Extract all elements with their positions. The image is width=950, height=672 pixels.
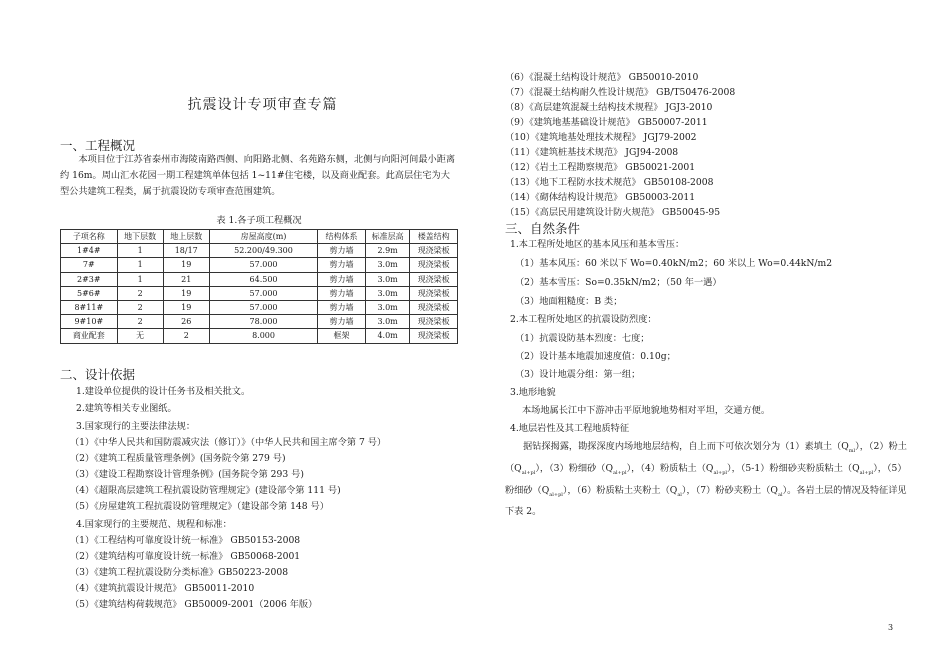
table-header-cell: 地下层数 xyxy=(117,230,163,244)
strata-text: ）。各岩土层的情况及特征详见下表 2。 xyxy=(505,484,907,518)
table-cell: 2 xyxy=(163,329,209,343)
table-cell: 52.200/49.300 xyxy=(209,244,318,258)
list-item: （11）《建筑桩基技术规范》 JGJ94-2008 xyxy=(505,147,679,158)
list-item: （3）设计地震分组：第一组； xyxy=(515,369,641,380)
table-cell: 5#6# xyxy=(61,286,118,300)
table-cell: 21 xyxy=(163,272,209,286)
table-header-cell: 楼盖结构 xyxy=(410,230,458,244)
overview-paragraph: 本项目位于江苏省泰州市海陵南路西侧、向阳路北侧、名苑路东侧，北侧与向阳河间最小距离约 16m。周山汇水花园一期工程建筑单体包括 1~11#住宅楼，以及商业配套。此高层住宅为大型公共建筑工程类，属于抗震设防专项审查范围建筑。 xyxy=(60,154,456,197)
strata-text: ），（6）粉质粘土夹粉土（Q xyxy=(562,484,678,496)
strata-subscript: al+pl xyxy=(713,469,728,476)
project-table xyxy=(60,229,458,344)
list-item: （4）《超限高层建筑工程抗震设防管理规定》(建设部令第 111 号) xyxy=(70,485,341,496)
table-cell: 57.000 xyxy=(209,258,318,272)
table-cell: 2 xyxy=(117,300,163,314)
strata-text: ），（7）粉砂夹粉土（Q xyxy=(681,484,778,496)
table-header-cell: 结构体系 xyxy=(318,230,366,244)
table-cell: 19 xyxy=(163,286,209,300)
strata-subscript: ml xyxy=(848,447,856,454)
table-cell: 剪力墙 xyxy=(318,300,366,314)
table-cell: 1 xyxy=(117,258,163,272)
table-header-cell: 房屋高度(m) xyxy=(209,230,318,244)
table-cell: 2 xyxy=(117,286,163,300)
strata-paragraph xyxy=(505,438,907,520)
list-item: （9）《建筑地基基础设计规范》 GB50007-2011 xyxy=(505,117,708,128)
table-row xyxy=(61,258,458,272)
list-item: （5）《房屋建筑工程抗震设防管理规定》（建设部令第 148 号） xyxy=(70,501,329,512)
strata-text: ），（4）粉质粘土（Q xyxy=(626,462,714,474)
list-item: 3.地形地貌 xyxy=(510,387,556,398)
list-item: （14）《砌体结构设计规范》 GB50003-2011 xyxy=(505,192,696,203)
section-heading-natural-conditions: 三、自然条件 xyxy=(505,221,581,236)
table-cell: 19 xyxy=(163,300,209,314)
list-item: 1.本工程所处地区的基本风压和基本雪压： xyxy=(510,239,685,250)
table-row xyxy=(61,315,458,329)
table-row xyxy=(61,286,458,300)
table-cell: 78.000 xyxy=(209,315,318,329)
list-item: （8）《高层建筑混凝土结构技术规程》 JGJ3-2010 xyxy=(505,102,713,113)
table-caption: 表 1.各子项工程概况 xyxy=(216,215,302,226)
strata-text: ），（2）粉土（Q xyxy=(505,441,907,474)
list-item: 2.本工程所处地区的抗震设防烈度： xyxy=(510,314,657,325)
table-cell: 现浇梁板 xyxy=(410,244,458,258)
list-item: （13）《地下工程防水技术规范》 GB50108-2008 xyxy=(505,177,714,188)
list-item: （15）《高层民用建筑设计防火规范》 GB50045-95 xyxy=(505,207,721,218)
table-cell: 57.000 xyxy=(209,300,318,314)
table-cell: 3.0m xyxy=(365,272,410,286)
table-cell: 现浇梁板 xyxy=(410,315,458,329)
document-title: 抗震设计专项审查专篇 xyxy=(187,97,338,113)
section-heading-design-basis: 二、设计依据 xyxy=(60,367,136,382)
table-cell: 9#10# xyxy=(61,315,118,329)
page-number: 3 xyxy=(888,623,894,632)
strata-text: ），（3）粉细砂（Q xyxy=(535,462,613,474)
table-cell: 2.9m xyxy=(365,244,410,258)
table-cell: 57.000 xyxy=(209,286,318,300)
list-item: 本场地属长江中下游冲击平原地貌地势相对平坦，交通方便。 xyxy=(522,405,771,416)
table-cell: 1 xyxy=(117,272,163,286)
strata-subscript: al+pl xyxy=(521,469,536,476)
table-cell: 3.0m xyxy=(365,258,410,272)
table-row xyxy=(61,244,458,258)
table-cell: 现浇梁板 xyxy=(410,272,458,286)
table-cell: 3.0m xyxy=(365,286,410,300)
table-cell: 现浇梁板 xyxy=(410,300,458,314)
table-cell: 26 xyxy=(163,315,209,329)
table-cell: 2 xyxy=(117,315,163,329)
table-cell: 剪力墙 xyxy=(318,272,366,286)
list-item: （10）《建筑地基处理技术规程》 JGJ79-2002 xyxy=(505,132,697,143)
list-item: （6）《混凝土结构设计规范》 GB50010-2010 xyxy=(505,72,699,83)
list-item: （4）《建筑抗震设计规范》 GB50011-2010 xyxy=(70,583,255,594)
table-row xyxy=(61,272,458,286)
strata-subscript: al xyxy=(677,491,682,498)
strata-text: 据钻探揭露，勘探深度内场地地层结构，自上而下可依次划分为（1）素填土（Q xyxy=(523,441,849,452)
list-item: 4.地层岩性及其工程地质特征 xyxy=(510,423,630,434)
list-item: （1）《工程结构可靠度设计统一标准》 GB50153-2008 xyxy=(70,535,301,546)
list-item: （1）《中华人民共和国防震减灾法（修订）》（中华人民共和国主席令第 7 号） xyxy=(70,437,387,448)
list-item: 2.建筑等相关专业图纸。 xyxy=(76,403,177,414)
list-item: （2）《建筑结构可靠度设计统一标准》 GB50068-2001 xyxy=(70,551,301,562)
table-cell: 18/17 xyxy=(163,244,209,258)
table-cell: 2#3# xyxy=(61,272,118,286)
table-header-row xyxy=(61,230,458,244)
table-cell: 剪力墙 xyxy=(318,315,366,329)
table-cell: 框架 xyxy=(318,329,366,343)
table-cell: 1#4# xyxy=(61,244,118,258)
list-item: （3）地面粗糙度：B 类； xyxy=(515,296,623,307)
table-header-cell: 地上层数 xyxy=(163,230,209,244)
list-item: （7）《混凝土结构耐久性设计规范》 GB/T50476-2008 xyxy=(505,87,736,98)
table-cell: 8#11# xyxy=(61,300,118,314)
table-header-cell: 标准层高 xyxy=(365,230,410,244)
table-cell: 8.000 xyxy=(209,329,318,343)
table-cell: 1 xyxy=(117,244,163,258)
table-cell: 19 xyxy=(163,258,209,272)
table-cell: 现浇梁板 xyxy=(410,258,458,272)
table-cell: 3.0m xyxy=(365,315,410,329)
table-cell: 4.0m xyxy=(365,329,410,343)
strata-subscript: al+pl xyxy=(859,469,874,476)
strata-subscript: al+pl xyxy=(549,491,563,498)
strata-text: ），（5）粉细砂（Q xyxy=(505,462,907,496)
strata-text: ），（5-1）粉细砂夹粉质粘土（Q xyxy=(727,462,860,474)
table-header-cell: 子项名称 xyxy=(61,230,118,244)
list-item: （12）《岩土工程勘察规范》 GB50021-2001 xyxy=(505,162,696,173)
list-item: （2）基本雪压：So=0.35kN/m2；（50 年一遇） xyxy=(515,277,722,288)
list-item: （5）《建筑结构荷载规范》 GB50009-2001（2006 年版） xyxy=(70,599,318,610)
table-cell: 剪力墙 xyxy=(318,286,366,300)
table-row xyxy=(61,300,458,314)
table-cell: 现浇梁板 xyxy=(410,286,458,300)
table-cell: 7# xyxy=(61,258,118,272)
table-cell: 无 xyxy=(117,329,163,343)
table-cell: 现浇梁板 xyxy=(410,329,458,343)
strata-subscript: al+pl xyxy=(613,469,627,476)
list-item: （1）抗震设防基本烈度：七度； xyxy=(515,333,650,344)
strata-subscript: al xyxy=(777,491,783,498)
list-item: 1.建设单位提供的设计任务书及相关批文。 xyxy=(76,386,251,397)
table-cell: 剪力墙 xyxy=(318,244,366,258)
table-cell: 剪力墙 xyxy=(318,258,366,272)
list-item: （3）《建设工程勘察设计管理条例》(国务院令第 293 号) xyxy=(70,469,304,480)
table-cell: 64.500 xyxy=(209,272,318,286)
table-row xyxy=(61,329,458,343)
table-cell: 3.0m xyxy=(365,300,410,314)
list-item: （1）基本风压：60 米以下 Wo=0.40kN/m2；60 米以上 Wo=0.44kN/m2 xyxy=(515,258,833,269)
list-item: 3.国家现行的主要法律法规： xyxy=(76,421,196,432)
list-item: （3）《建筑工程抗震设防分类标准》GB50223-2008 xyxy=(70,567,289,578)
table-cell: 商业配套 xyxy=(61,329,118,343)
list-item: 4.国家现行的主要规范、规程和标准： xyxy=(76,519,232,530)
list-item: （2）设计基本地震加速度值：0.10g； xyxy=(515,351,676,362)
list-item: （2）《建筑工程质量管理条例》(国务院令第 279 号) xyxy=(70,453,286,464)
section-heading-overview: 一、工程概况 xyxy=(60,138,136,153)
